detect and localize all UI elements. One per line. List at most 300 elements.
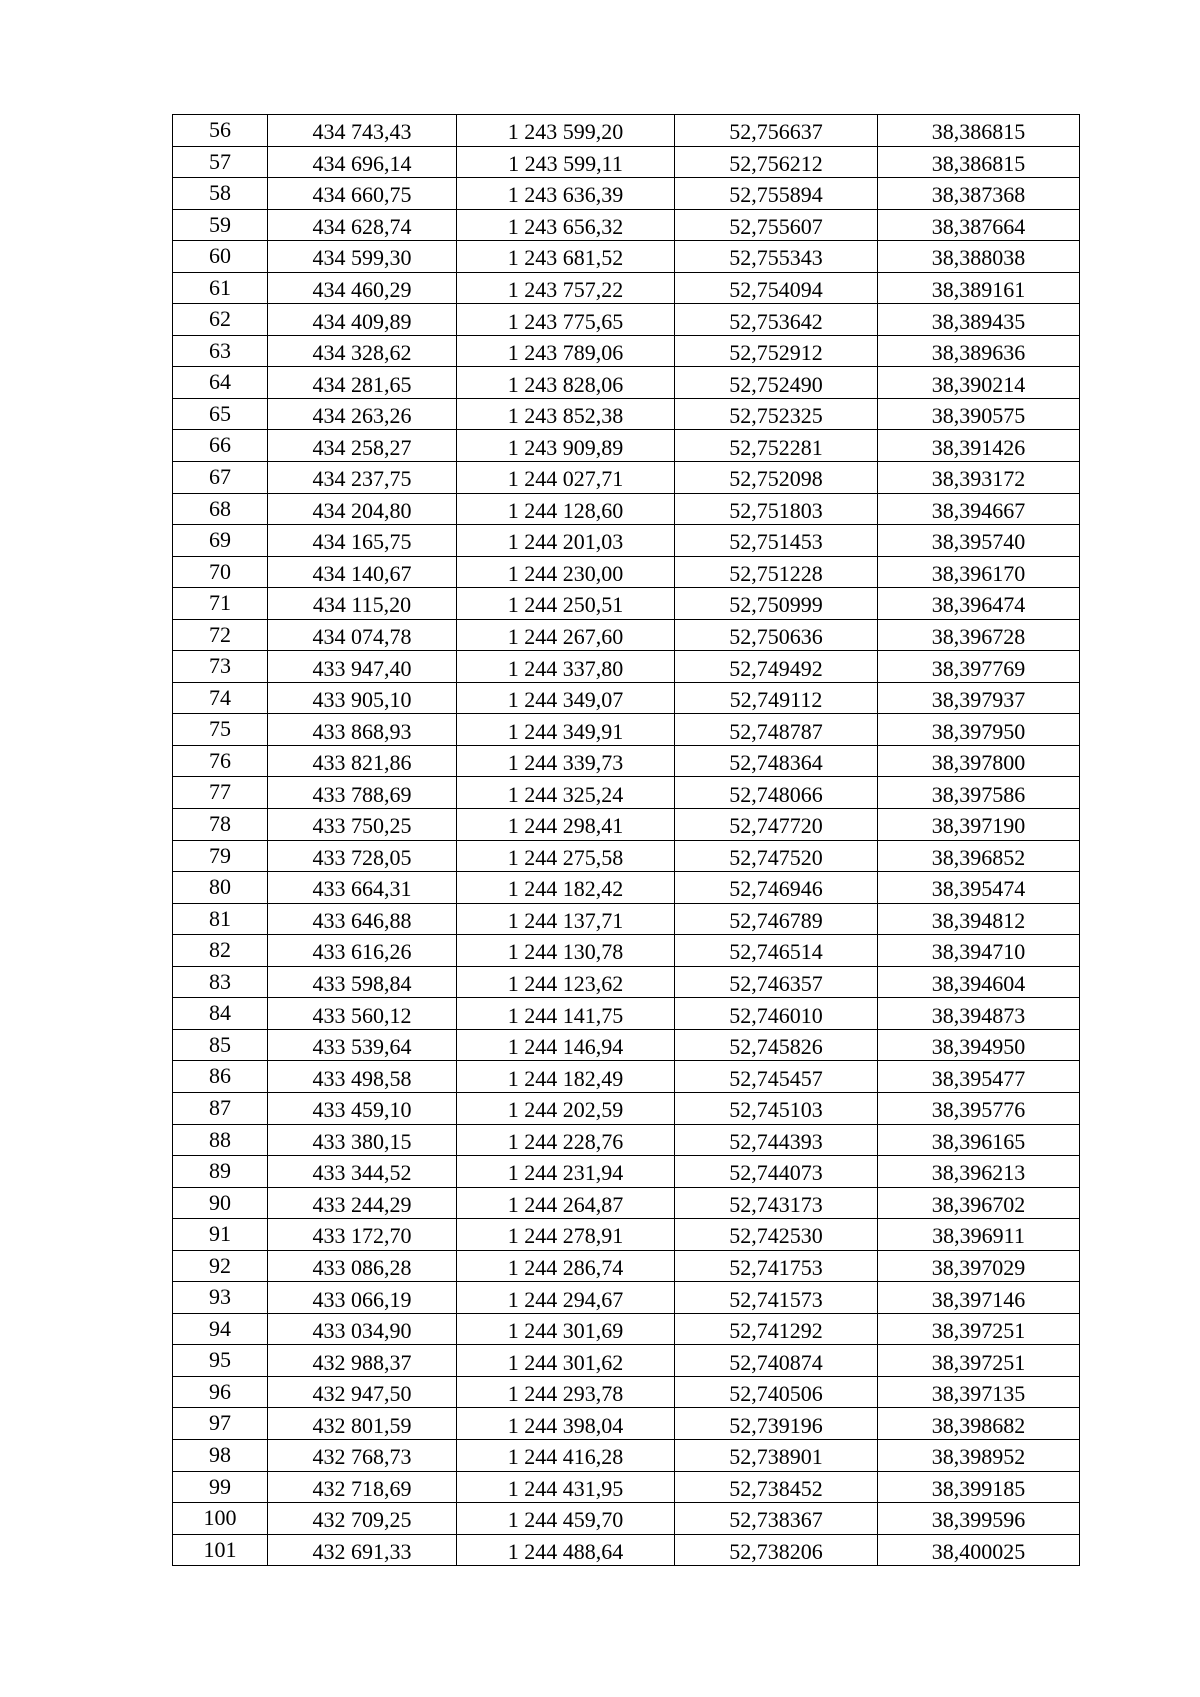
longitude-cell [878,115,1080,147]
x-coordinate-text: 434 263,26 [312,403,412,429]
longitude-text: 38,397029 [931,1254,1026,1280]
y-coordinate-cell [457,619,675,651]
latitude-text: 52,746357 [729,971,823,997]
latitude-text: 52,751803 [729,497,823,523]
latitude-cell [675,935,878,967]
point-number-cell [173,1313,268,1345]
longitude-text: 38,396213 [931,1160,1026,1186]
x-coordinate-cell [268,1439,457,1471]
x-coordinate-cell [268,1156,457,1188]
latitude-text: 52,745457 [729,1065,823,1091]
table-row [173,903,1080,935]
y-coordinate-cell [457,651,675,683]
y-coordinate-cell [457,430,675,462]
table-row [173,1282,1080,1314]
latitude-text: 52,738206 [729,1538,823,1564]
point-number-cell [173,1156,268,1188]
latitude-cell [675,619,878,651]
table-row [173,525,1080,557]
latitude-cell [675,714,878,746]
latitude-text: 52,752490 [729,371,823,397]
y-coordinate-text: 1 244 349,91 [507,718,624,744]
longitude-cell [878,1156,1080,1188]
longitude-cell [878,1503,1080,1535]
y-coordinate-text: 1 244 146,94 [507,1034,624,1060]
x-coordinate-text: 434 460,29 [312,277,412,302]
x-coordinate-cell [268,1534,457,1566]
x-coordinate-cell [268,525,457,557]
longitude-cell [878,935,1080,967]
point-number-cell [173,1439,268,1471]
point-number-cell [173,146,268,178]
longitude-cell [878,178,1080,210]
point-number-cell [173,998,268,1030]
x-coordinate-cell [268,556,457,588]
table-row [173,430,1080,462]
x-coordinate-cell [268,1061,457,1093]
latitude-cell [675,1124,878,1156]
y-coordinate-cell [457,966,675,998]
point-number-cell [173,1187,268,1219]
point-number-text: 73 [209,653,231,679]
longitude-text: 38,397251 [931,1349,1026,1375]
point-number-cell [173,493,268,525]
table-row [173,1219,1080,1251]
point-number-text: 88 [209,1126,231,1152]
y-coordinate-text: 1 244 339,73 [507,750,624,776]
latitude-cell [675,304,878,336]
y-coordinate-cell [457,146,675,178]
table-row [173,1534,1080,1566]
x-coordinate-text: 433 086,28 [312,1254,412,1280]
table-row [173,178,1080,210]
x-coordinate-text: 434 328,62 [312,340,412,366]
y-coordinate-cell [457,209,675,241]
longitude-cell [878,745,1080,777]
point-number-text: 99 [209,1473,231,1499]
table-row [173,398,1080,430]
point-number-cell [173,304,268,336]
y-coordinate-cell [457,1408,675,1440]
x-coordinate-cell [268,872,457,904]
point-number-text: 79 [209,842,231,868]
y-coordinate-cell [457,1092,675,1124]
y-coordinate-text: 1 244 264,87 [507,1191,624,1217]
point-number-text: 84 [209,1000,231,1026]
point-number-cell [173,1250,268,1282]
point-number-cell [173,745,268,777]
point-number-text: 91 [209,1221,231,1247]
latitude-cell [675,1250,878,1282]
point-number-text: 87 [209,1094,231,1120]
longitude-cell [878,1439,1080,1471]
x-coordinate-cell [268,998,457,1030]
longitude-cell [878,840,1080,872]
x-coordinate-text: 432 768,73 [312,1444,412,1470]
y-coordinate-cell [457,1439,675,1471]
y-coordinate-text: 1 244 488,64 [507,1538,624,1564]
latitude-text: 52,743173 [729,1191,823,1217]
point-number-text: 86 [209,1063,231,1089]
y-coordinate-cell [457,935,675,967]
latitude-text: 52,746946 [729,876,823,902]
longitude-cell [878,903,1080,935]
x-coordinate-text: 433 947,40 [312,655,412,681]
table-row [173,1345,1080,1377]
longitude-cell [878,1534,1080,1566]
table-row [173,1156,1080,1188]
latitude-cell [675,209,878,241]
point-number-cell [173,1408,268,1440]
point-number-text: 80 [209,874,231,900]
x-coordinate-text: 434 599,30 [312,245,412,271]
longitude-text: 38,394812 [931,907,1026,933]
latitude-text: 52,755343 [729,245,823,271]
y-coordinate-cell [457,1250,675,1282]
y-coordinate-text: 1 243 757,22 [507,277,624,302]
x-coordinate-cell [268,462,457,494]
point-number-cell [173,335,268,367]
x-coordinate-cell [268,398,457,430]
y-coordinate-text: 1 244 278,91 [507,1223,624,1249]
longitude-text: 38,386815 [931,150,1026,176]
point-number-text: 56 [209,117,231,142]
point-number-cell [173,809,268,841]
y-coordinate-text: 1 244 398,04 [507,1412,624,1438]
y-coordinate-cell [457,304,675,336]
latitude-text: 52,744073 [729,1160,823,1186]
x-coordinate-cell [268,1092,457,1124]
point-number-cell [173,1345,268,1377]
latitude-text: 52,749492 [729,655,823,681]
point-number-cell [173,1124,268,1156]
table-row [173,1408,1080,1440]
latitude-cell [675,809,878,841]
point-number-cell [173,398,268,430]
x-coordinate-cell [268,1376,457,1408]
point-number-text: 70 [209,558,231,584]
y-coordinate-text: 1 244 182,42 [507,876,624,902]
longitude-cell [878,462,1080,494]
point-number-cell [173,588,268,620]
latitude-cell [675,1187,878,1219]
x-coordinate-text: 434 204,80 [312,497,412,523]
longitude-cell [878,1471,1080,1503]
x-coordinate-text: 434 140,67 [312,560,412,586]
x-coordinate-text: 432 947,50 [312,1381,412,1407]
longitude-cell [878,1282,1080,1314]
longitude-cell [878,714,1080,746]
x-coordinate-cell [268,1250,457,1282]
latitude-cell [675,1376,878,1408]
y-coordinate-cell [457,1534,675,1566]
x-coordinate-cell [268,935,457,967]
latitude-text: 52,752098 [729,466,823,492]
table-row [173,1503,1080,1535]
point-number-text: 97 [209,1410,231,1436]
x-coordinate-cell [268,714,457,746]
y-coordinate-cell [457,588,675,620]
point-number-cell [173,1376,268,1408]
latitude-text: 52,752325 [729,403,823,429]
longitude-text: 38,394604 [931,971,1026,997]
x-coordinate-text: 434 660,75 [312,182,412,208]
table-row [173,209,1080,241]
x-coordinate-cell [268,745,457,777]
latitude-text: 52,738452 [729,1475,823,1501]
x-coordinate-cell [268,903,457,935]
longitude-text: 38,398682 [931,1412,1026,1438]
longitude-cell [878,1092,1080,1124]
x-coordinate-text: 433 905,10 [312,687,412,713]
latitude-text: 52,744393 [729,1128,823,1154]
latitude-text: 52,741573 [729,1286,823,1312]
latitude-text: 52,756637 [729,119,823,145]
point-number-cell [173,178,268,210]
x-coordinate-text: 433 172,70 [312,1223,412,1249]
x-coordinate-cell [268,840,457,872]
x-coordinate-cell [268,1282,457,1314]
table-row [173,998,1080,1030]
point-number-text: 58 [209,180,231,206]
x-coordinate-text: 432 801,59 [312,1412,412,1438]
y-coordinate-cell [457,398,675,430]
y-coordinate-text: 1 243 789,06 [507,340,624,366]
longitude-text: 38,396474 [931,592,1026,618]
x-coordinate-text: 433 498,58 [312,1065,412,1091]
latitude-text: 52,738367 [729,1507,823,1533]
longitude-text: 38,397146 [931,1286,1026,1312]
point-number-text: 77 [209,779,231,805]
x-coordinate-text: 433 750,25 [312,813,412,839]
point-number-text: 69 [209,527,231,553]
latitude-text: 52,739196 [729,1412,823,1438]
longitude-text: 38,389435 [931,308,1026,334]
point-number-text: 78 [209,811,231,837]
point-number-cell [173,1092,268,1124]
y-coordinate-text: 1 244 230,00 [507,560,624,586]
y-coordinate-cell [457,903,675,935]
point-number-cell [173,462,268,494]
y-coordinate-cell [457,1061,675,1093]
y-coordinate-cell [457,1219,675,1251]
latitude-cell [675,1092,878,1124]
x-coordinate-text: 432 988,37 [312,1349,412,1375]
y-coordinate-cell [457,335,675,367]
latitude-cell [675,966,878,998]
point-number-cell [173,115,268,147]
point-number-text: 61 [209,274,231,300]
point-number-text: 68 [209,495,231,521]
y-coordinate-cell [457,840,675,872]
y-coordinate-cell [457,525,675,557]
latitude-text: 52,755607 [729,213,823,239]
longitude-cell [878,146,1080,178]
longitude-text: 38,397586 [931,781,1026,807]
table-row [173,872,1080,904]
table-row [173,777,1080,809]
y-coordinate-cell [457,777,675,809]
y-coordinate-text: 1 244 231,94 [507,1160,624,1186]
point-number-text: 72 [209,621,231,647]
point-number-cell [173,556,268,588]
point-number-cell [173,1534,268,1566]
longitude-cell [878,998,1080,1030]
latitude-text: 52,756212 [729,150,823,176]
x-coordinate-text: 433 646,88 [312,907,412,933]
x-coordinate-cell [268,430,457,462]
y-coordinate-cell [457,1124,675,1156]
longitude-text: 38,390214 [931,371,1026,397]
longitude-cell [878,682,1080,714]
x-coordinate-cell [268,335,457,367]
longitude-text: 38,389636 [931,340,1026,366]
latitude-text: 52,753642 [729,308,823,334]
table-row [173,966,1080,998]
table-row [173,1471,1080,1503]
point-number-text: 67 [209,464,231,490]
longitude-text: 38,393172 [931,466,1026,492]
coordinates-table [172,114,1080,1566]
longitude-cell [878,1313,1080,1345]
longitude-cell [878,777,1080,809]
y-coordinate-text: 1 243 636,39 [507,182,624,208]
x-coordinate-cell [268,367,457,399]
y-coordinate-text: 1 243 599,20 [507,119,624,145]
point-number-text: 66 [209,432,231,458]
latitude-cell [675,178,878,210]
table-row [173,1092,1080,1124]
y-coordinate-text: 1 244 267,60 [507,624,624,650]
y-coordinate-text: 1 243 909,89 [507,434,624,460]
table-row [173,714,1080,746]
longitude-text: 38,397190 [931,813,1026,839]
y-coordinate-text: 1 244 349,07 [507,687,624,713]
x-coordinate-cell [268,1313,457,1345]
x-coordinate-cell [268,651,457,683]
x-coordinate-cell [268,272,457,304]
latitude-cell [675,1534,878,1566]
y-coordinate-text: 1 244 123,62 [507,971,624,997]
x-coordinate-cell [268,777,457,809]
x-coordinate-cell [268,1029,457,1061]
point-number-cell [173,777,268,809]
latitude-cell [675,840,878,872]
longitude-cell [878,525,1080,557]
x-coordinate-cell [268,209,457,241]
longitude-text: 38,391426 [931,434,1026,460]
x-coordinate-cell [268,619,457,651]
longitude-text: 38,394710 [931,939,1026,965]
latitude-cell [675,1156,878,1188]
table-row [173,1250,1080,1282]
longitude-text: 38,395477 [931,1065,1026,1091]
longitude-cell [878,556,1080,588]
longitude-text: 38,399596 [931,1507,1026,1533]
latitude-cell [675,335,878,367]
y-coordinate-text: 1 244 141,75 [507,1002,624,1028]
latitude-text: 52,755894 [729,182,823,208]
y-coordinate-text: 1 244 337,80 [507,655,624,681]
table-row [173,462,1080,494]
longitude-cell [878,1408,1080,1440]
longitude-text: 38,397950 [931,718,1026,744]
latitude-cell [675,1282,878,1314]
latitude-cell [675,1061,878,1093]
y-coordinate-text: 1 244 301,62 [507,1349,624,1375]
point-number-cell [173,1282,268,1314]
latitude-text: 52,749112 [729,687,823,713]
longitude-cell [878,367,1080,399]
y-coordinate-text: 1 243 656,32 [507,213,624,239]
point-number-cell [173,241,268,273]
longitude-cell [878,335,1080,367]
point-number-text: 100 [203,1505,237,1531]
y-coordinate-text: 1 244 301,69 [507,1318,624,1344]
latitude-cell [675,872,878,904]
table-row [173,556,1080,588]
x-coordinate-text: 432 709,25 [312,1507,412,1533]
y-coordinate-cell [457,1282,675,1314]
latitude-cell [675,1471,878,1503]
point-number-cell [173,903,268,935]
point-number-text: 65 [209,400,231,426]
longitude-cell [878,398,1080,430]
point-number-text: 59 [209,211,231,237]
point-number-text: 71 [209,590,231,616]
y-coordinate-text: 1 244 182,49 [507,1065,624,1091]
y-coordinate-cell [457,1313,675,1345]
x-coordinate-cell [268,1187,457,1219]
y-coordinate-cell [457,178,675,210]
x-coordinate-cell [268,588,457,620]
latitude-text: 52,741753 [729,1254,823,1280]
latitude-text: 52,746010 [729,1002,823,1028]
longitude-text: 38,397251 [931,1318,1026,1344]
point-number-cell [173,430,268,462]
longitude-cell [878,966,1080,998]
point-number-cell [173,367,268,399]
latitude-cell [675,745,878,777]
point-number-text: 57 [209,148,231,174]
x-coordinate-text: 434 165,75 [312,529,412,555]
y-coordinate-cell [457,367,675,399]
x-coordinate-text: 434 258,27 [312,434,412,460]
longitude-text: 38,394667 [931,497,1026,523]
point-number-text: 82 [209,937,231,963]
latitude-cell [675,525,878,557]
point-number-text: 93 [209,1284,231,1310]
y-coordinate-cell [457,1376,675,1408]
table-row [173,1061,1080,1093]
y-coordinate-text: 1 244 228,76 [507,1128,624,1154]
y-coordinate-text: 1 244 128,60 [507,497,624,523]
latitude-text: 52,751453 [729,529,823,555]
longitude-text: 38,396165 [931,1128,1026,1154]
longitude-text: 38,388038 [931,245,1026,271]
latitude-text: 52,748364 [729,750,823,776]
y-coordinate-cell [457,998,675,1030]
point-number-text: 81 [209,905,231,931]
latitude-text: 52,740874 [729,1349,823,1375]
table-row [173,1376,1080,1408]
y-coordinate-text: 1 244 130,78 [507,939,624,965]
x-coordinate-cell [268,1503,457,1535]
longitude-cell [878,209,1080,241]
point-number-cell [173,1029,268,1061]
table-row [173,304,1080,336]
longitude-text: 38,396852 [931,844,1026,870]
